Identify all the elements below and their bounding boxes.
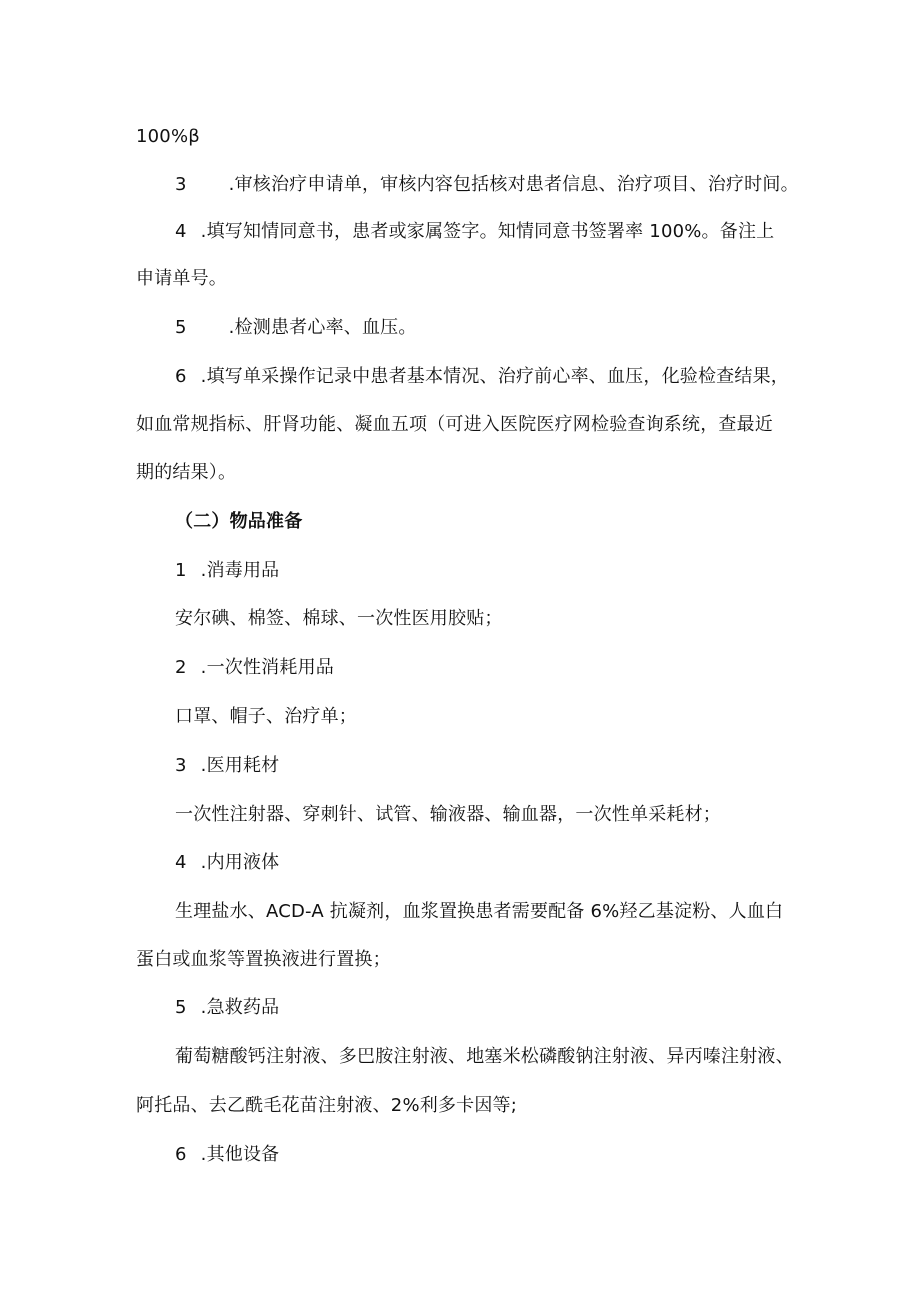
item-text: .填写单采操作记录中患者基本情况、治疗前心率、血压，化验检查结果， <box>200 366 789 387</box>
line-text: 阿托品、去乙酰毛花苗注射液、2%利多卡因等; <box>136 1095 518 1116</box>
item-number: 3 <box>175 174 187 195</box>
item-number: 3 <box>175 755 187 776</box>
section-heading <box>175 510 302 534</box>
text-line <box>175 1045 794 1069</box>
item-text: .填写知情同意书，患者或家属签字。知情同意书签署率 100%。备注上 <box>200 221 775 242</box>
text-line <box>175 705 357 729</box>
item-text: .消毒用品 <box>200 560 280 581</box>
line-text: 蛋白或血浆等置换液进行置换； <box>136 949 391 970</box>
item-text: .其他设备 <box>200 1144 280 1165</box>
list-item <box>175 754 279 778</box>
item-text: .检测患者心率、血压。 <box>228 317 417 338</box>
item-text: .一次性消耗用品 <box>200 657 334 678</box>
item-number: 6 <box>175 366 187 387</box>
heading-text: （二）物品准备 <box>175 511 303 532</box>
list-item <box>175 656 334 680</box>
text-line <box>136 948 391 972</box>
list-item <box>175 559 279 583</box>
text-line <box>175 900 783 924</box>
line-text: 安尔碘、棉签、棉球、一次性医用胶贴； <box>175 608 503 629</box>
text-line <box>175 803 721 827</box>
text-line <box>136 413 773 437</box>
text-line <box>175 607 503 631</box>
list-item <box>175 173 799 197</box>
line-text: 葡萄糖酸钙注射液、多巴胺注射液、地塞米松磷酸钠注射液、异丙嗪注射液、 <box>175 1046 794 1067</box>
item-text: .内用液体 <box>200 852 280 873</box>
list-item <box>175 316 417 340</box>
item-text: .急救药品 <box>200 997 280 1018</box>
line-text: 如血常规指标、肝肾功能、凝血五项（可进入医院医疗网检验查询系统，查最近 <box>136 414 773 435</box>
item-number: 4 <box>175 852 187 873</box>
line-text: 一次性注射器、穿刺针、试管、输液器、输血器，一次性单采耗材； <box>175 804 721 825</box>
item-number: 5 <box>175 997 187 1018</box>
line-text: 申请单号。 <box>136 268 227 289</box>
line-text: 期的结果）。 <box>136 462 237 483</box>
item-number: 4 <box>175 221 187 242</box>
text-line <box>136 125 200 149</box>
list-item <box>175 220 774 244</box>
item-number: 1 <box>175 560 187 581</box>
text-line <box>136 267 227 291</box>
item-number: 6 <box>175 1144 187 1165</box>
list-item <box>175 1143 279 1167</box>
list-item <box>175 365 789 389</box>
item-text: .审核治疗申请单，审核内容包括核对患者信息、治疗项目、治疗时间。 <box>228 174 799 195</box>
line-text: 口罩、帽子、治疗单； <box>175 706 357 727</box>
list-item <box>175 851 279 875</box>
item-number: 2 <box>175 657 187 678</box>
line-text: 100%β <box>136 126 200 147</box>
line-text: 生理盐水、ACD-A 抗凝剂，血浆置换患者需要配备 6%羟乙基淀粉、人血白 <box>175 901 784 922</box>
text-line <box>136 1094 517 1118</box>
item-text: .医用耗材 <box>200 755 280 776</box>
list-item <box>175 996 279 1020</box>
item-number: 5 <box>175 317 187 338</box>
text-line <box>136 461 236 485</box>
